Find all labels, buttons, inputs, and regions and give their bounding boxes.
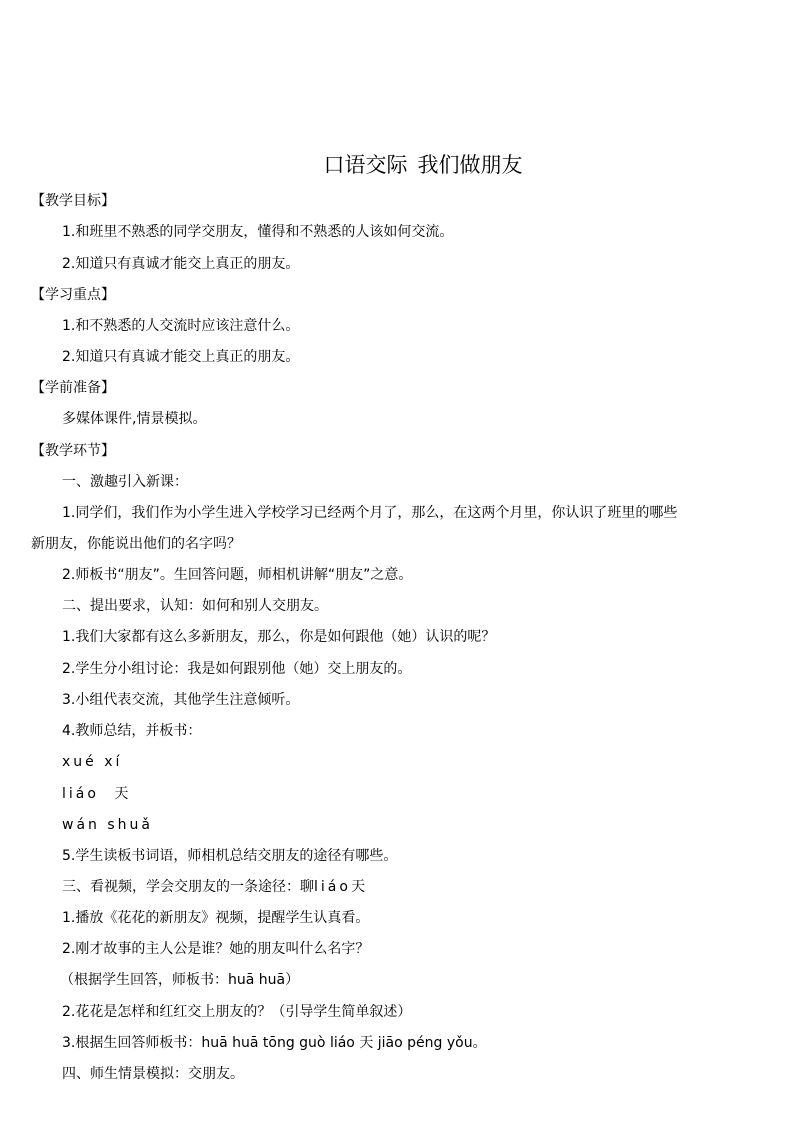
- part3-item4-text: 3.根据生回答师板书：huā huā tōng guò liáo: [62, 1035, 355, 1051]
- part1-item2: 2.师板书“朋友”。生回答问题，师相机讲解“朋友”之意。: [62, 567, 413, 583]
- board-pinyin-3: wán shuǎ: [62, 817, 153, 833]
- part1-item1-line2: 新朋友，你能说出他们的名字吗？: [31, 536, 241, 552]
- part3-item4: [62, 1033, 487, 1053]
- part2-item5: 5.学生读板书词语，师相机总结交朋友的途径有哪些。: [62, 848, 398, 864]
- part3-item3: 2.花花是怎样和红红交上朋友的？（引导学生简单叙述）: [62, 1004, 412, 1020]
- focus-heading: 【学习重点】: [31, 287, 115, 303]
- part2-title: 二、提出要求，认知：如何和别人交朋友。: [62, 598, 328, 614]
- part3-item1: 1.播放《花花的新朋友》视频，提醒学生认真看。: [62, 910, 370, 926]
- part1-title: 一、激趣引入新课：: [62, 474, 188, 490]
- goal-item-1: 1.和班里不熟悉的同学交朋友，懂得和不熟悉的人该如何交流。: [62, 224, 454, 240]
- focus-item-1: 1.和不熟悉的人交流时应该注意什么。: [62, 318, 300, 334]
- board-pinyin-1: xué xí: [62, 754, 123, 770]
- prep-heading: 【学前准备】: [31, 380, 115, 396]
- goals-heading: 【教学目标】: [31, 193, 115, 209]
- board-pinyin-2: [62, 784, 128, 804]
- part3-title: [62, 877, 365, 897]
- part3-title-text: 三、看视频，学会交朋友的一条途径：聊: [62, 879, 314, 895]
- part2-item2: 2.学生分小组讨论：我是如何跟别他（她）交上朋友的。: [62, 661, 412, 677]
- part3-item2: 2.刚才故事的主人公是谁？她的朋友叫什么名字？: [62, 941, 370, 957]
- steps-heading: 【教学环节】: [31, 443, 115, 459]
- prep-text: 多媒体课件,情景模拟。: [62, 411, 207, 427]
- board-pinyin-2-han: 天: [114, 786, 129, 802]
- goal-item-2: 2.知道只有真诚才能交上真正的朋友。: [62, 256, 300, 272]
- focus-item-2: 2.知道只有真诚才能交上真正的朋友。: [62, 349, 300, 365]
- part2-item4: 4.教师总结，并板书：: [62, 723, 202, 739]
- part3-item4-end: jiāo péng yǒu。: [377, 1035, 487, 1051]
- part1-item1-line1: 1.同学们，我们作为小学生进入学校学习已经两个月了，那么，在这两个月里，你认识了班里的哪些: [62, 505, 678, 521]
- part2-item1: 1.我们大家都有这么多新朋友，那么，你是如何跟他（她）认识的呢？: [62, 629, 496, 645]
- part3-item4-han: 天: [359, 1035, 374, 1051]
- page-title: [0, 151, 794, 179]
- board-pinyin-2-text: liáo: [62, 786, 99, 802]
- title-part1: 口语交际: [323, 153, 408, 177]
- part3-title-pinyin: liáo: [314, 879, 351, 895]
- part4-title: 四、师生情景模拟：交朋友。: [62, 1066, 244, 1082]
- title-part2: 我们做朋友: [417, 153, 523, 177]
- part2-item3: 3.小组代表交流，其他学生注意倾听。: [62, 692, 300, 708]
- part3-title-han: 天: [350, 879, 365, 895]
- part3-note: （根据学生回答，师板书：huā huā）: [60, 972, 300, 988]
